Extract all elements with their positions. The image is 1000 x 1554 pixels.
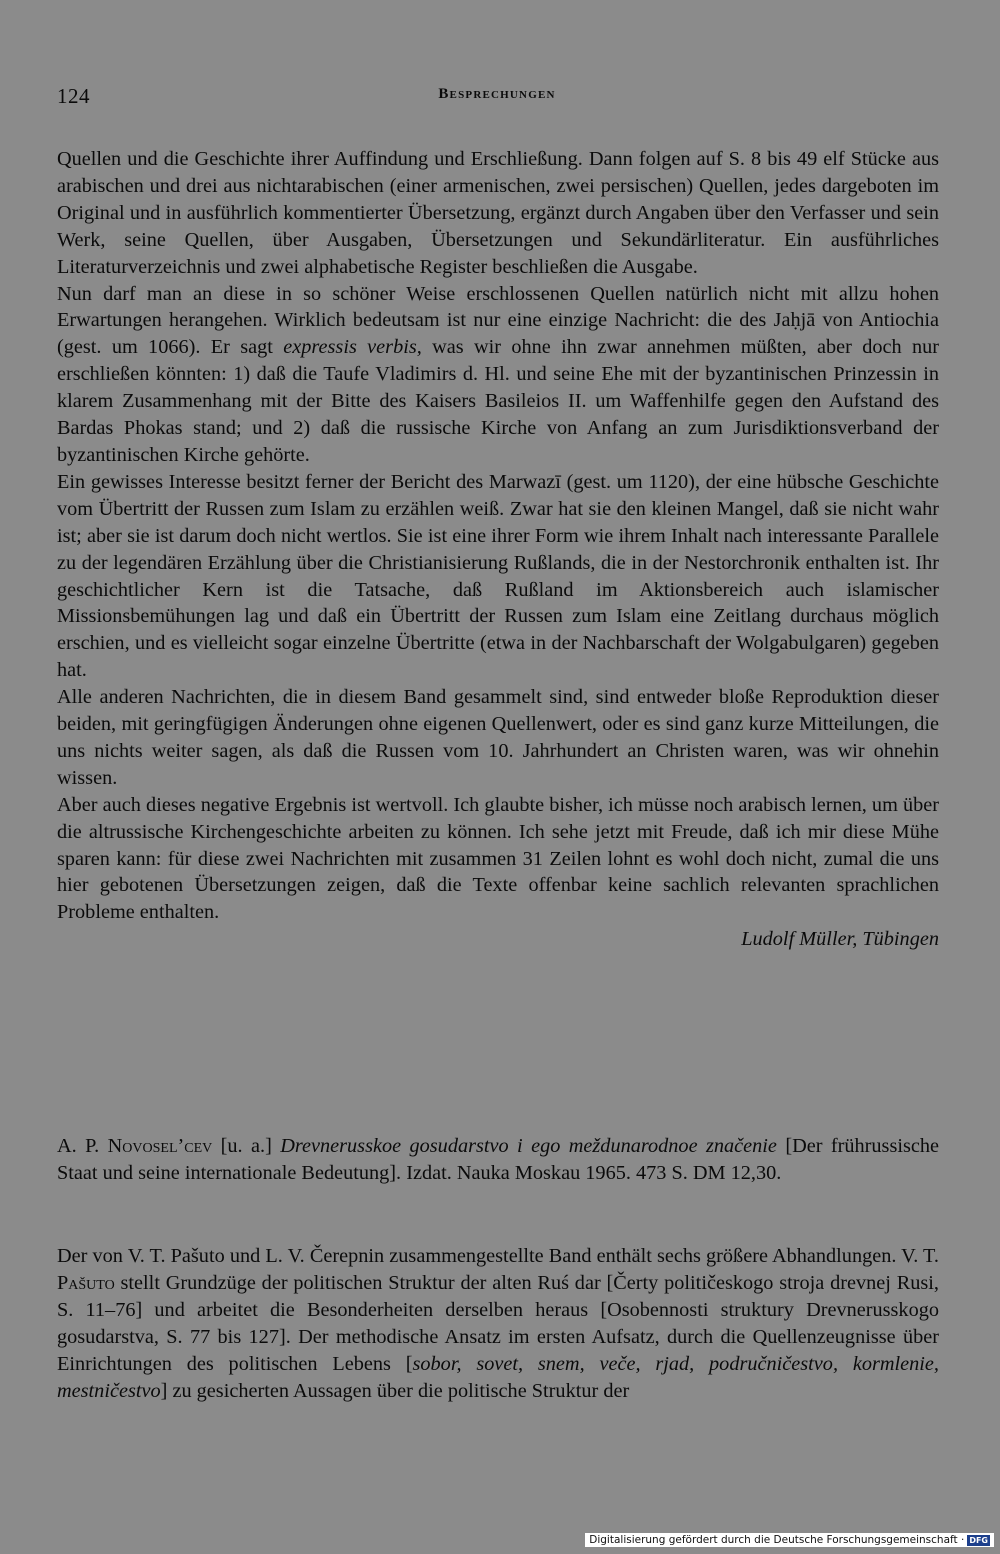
footer-text: Digitalisierung gefördert durch die Deutsche Forschungsgemeinschaft · xyxy=(589,1534,965,1546)
review-body xyxy=(57,146,939,953)
citation-text xyxy=(57,1133,939,1187)
paragraph: Alle anderen Nachrichten, die in diesem Band gesammelt sind, sind entweder bloße Reproduktion dieser beiden, mit geringfügigen Änderungen ohne eigenen Quellenwert, oder es sind ganz kurze Mitteilungen, die uns nichts weiter sagen, als daß die Russen vom 10. Jahrhundert an Christen waren, was wir ohnehin wissen. xyxy=(57,686,939,789)
text-run: was wir ohne ihn zwar annehmen müßten, aber doch nur erschließen könnten: 1) daß die Taufe Vladimirs d. Hl. und seine Ehe mit der byzantinischen Prinzessin in klarem Zusammenhang mit der Bitte des Kaisers Basileios II. um Waffenhilfe gegen den Aufstand des Bardas Phokas stand; und 2) daß die russische Kirche von Anfang an zum Jurisdiktionsverband der byzantinischen Kirche gehörte. xyxy=(57,336,939,466)
author-name: Pašuto xyxy=(57,1271,115,1294)
paragraph: Ein gewisses Interesse besitzt ferner der Bericht des Marwazī (gest. um 1120), der eine hübsche Geschichte vom Übertritt der Russen zum Islam zu erzählen weiß. Zwar hat sie den kleinen Mangel, daß sie nicht wahr ist; aber sie ist darum doch nicht wertlos. Sie ist eine ihrer Form wie ihrem Inhalt nach interessante Parallele zu der legendären Erzählung über die Christianisierung Rußlands, die in der Nestorchronik enthalten ist. Ihr geschichtlicher Kern ist die Tatsache, daß Rußland im Aktionsbereich auch islamischer Missionsbemühungen lag und daß ein Übertritt der Russen zum Islam eine Zeitlang durchaus möglich erschien, und es vielleicht sogar einzelne Übertritte (etwa in der Nachbarschaft der Wolgabulgaren) gegeben hat. xyxy=(57,470,939,682)
text-run: Nun darf man an diese in so schöner Weise erschlossenen Quellen natürlich nicht mit allzu hohen Erwartungen herangehen. Wirklich bedeutsam ist nur eine einzige Nachricht: die des Jaḥjā von Antiochia (gest. um 1066). Er sagt xyxy=(57,282,939,359)
italic-terms: sobor, sovet, snem, veče, rjad, područničestvo, kormlenie, mestničestvo xyxy=(57,1352,939,1402)
paragraph: Aber auch dieses negative Ergebnis ist wertvoll. Ich glaubte bisher, ich müsse noch arabisch lernen, um über die altrussische Kirchengeschichte arbeiten zu können. Ich sehe jetzt mit Freude, daß ich mir diese Mühe sparen kann: für diese zwei Nachrichten mit zusammen 31 Zeilen lohnt es wohl doch nicht, zumal die uns hier gebotenen Übersetzungen zeigen, daß die Texte offenbar keine sachlich relevanten sprachlichen Probleme enthalten. xyxy=(57,793,939,924)
paragraph xyxy=(57,1243,939,1404)
citation-details: [Der frührussische Staat und seine internationale Bedeutung]. Izdat. Nauka Moskau 1965. 473 S. DM 12,30. xyxy=(57,1135,940,1184)
second-review xyxy=(57,1243,939,1404)
digitization-footer xyxy=(585,1533,994,1547)
book-title: Drevnerusskoe gosudarstvo i ego meždunarodnoe značenie xyxy=(280,1135,777,1157)
dfg-logo-icon: DFG xyxy=(969,1535,988,1545)
running-head: Besprechungen xyxy=(438,86,556,102)
author-suffix: [u. a.] xyxy=(212,1135,281,1157)
author-initials: A. P. xyxy=(57,1135,100,1157)
page-number: 124 xyxy=(57,84,90,108)
paragraph: Quellen und die Geschichte ihrer Auffindung und Erschließung. Dann folgen auf S. 8 bis 49 elf Stücke aus arabischen und drei aus nichtarabischen (einer armenischen, zwei persischen) Quellen, jedes dargeboten im Original und in ausführlich kommentierter Übersetzung, ergänzt durch Angaben über den Verfasser und sein Werk, seine Quellen, über Ausgaben, Übersetzungen und Sekundärliteratur. Ein ausführliches Literaturverzeichnis und zwei alphabetische Register beschließen die Ausgabe. xyxy=(57,148,939,278)
text-run: ] zu gesicherten Aussagen über die politische Struktur der xyxy=(160,1379,630,1402)
italic-phrase: expressis verbis, xyxy=(283,336,422,359)
book-citation xyxy=(57,1133,939,1187)
author-name: Novosel’cev xyxy=(107,1135,213,1157)
paragraph xyxy=(57,281,939,469)
reviewer-signature: Ludolf Müller, Tübingen xyxy=(741,928,939,951)
text-run: stellt Grundzüge der politischen Struktur der alten Ruś dar [Čerty političeskogo stroja drevnej Rusi, S. 11–76] und arbeitet die Besonderheiten derselben heraus [Osobennosti struktury Drevnerusskogo gosudarstva, S. 77 bis 127]. Der methodische Ansatz im ersten Aufsatz, durch die Quellenzeugnisse über Einrichtungen des politischen Lebens [ xyxy=(57,1271,939,1375)
page-header xyxy=(57,84,937,118)
text-run: Der von V. T. Pašuto und L. V. Čerepnin zusammengestellte Band enthält sechs größere Abhandlungen. V. T. xyxy=(57,1245,939,1267)
